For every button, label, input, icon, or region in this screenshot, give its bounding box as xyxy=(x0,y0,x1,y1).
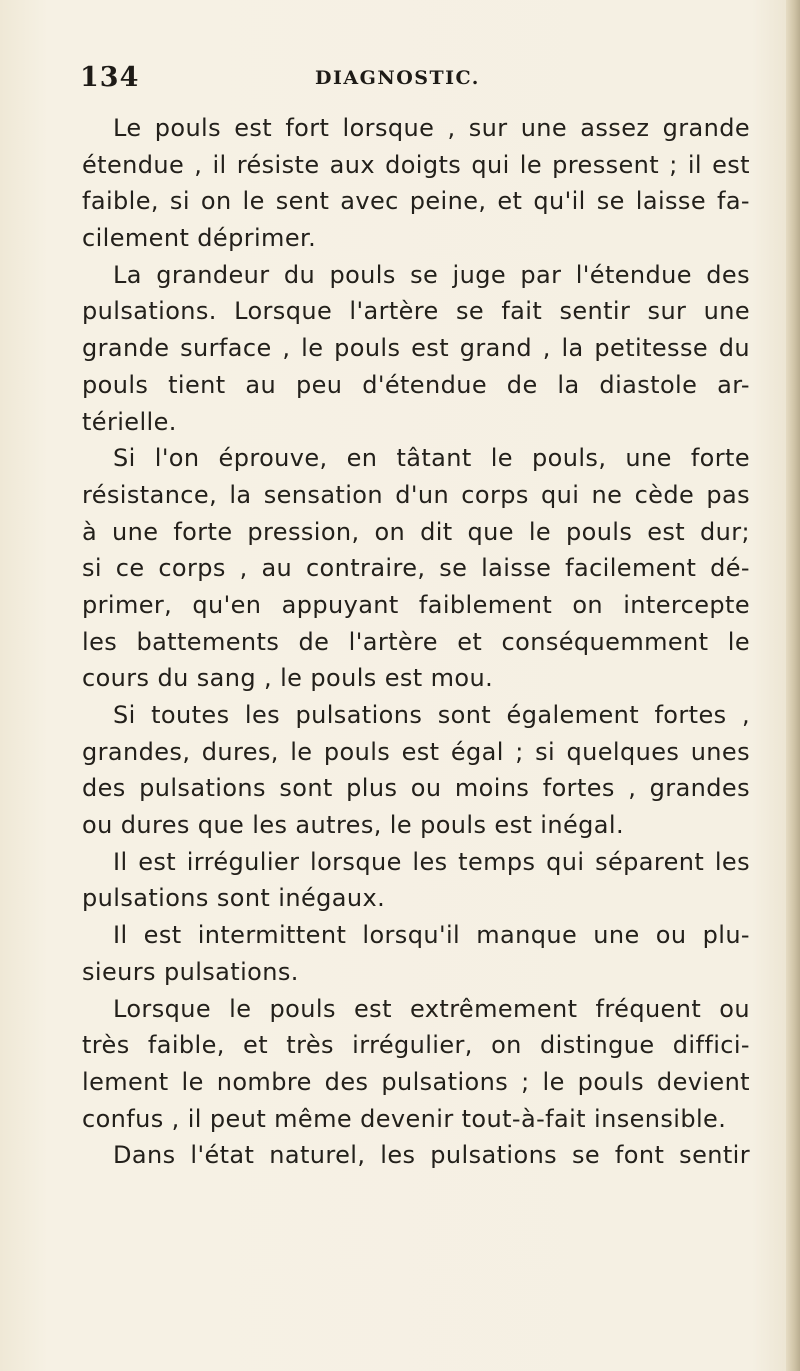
text-line: pouls tient au peu d'étendue de la diastole ar- xyxy=(82,370,750,399)
text-line: Dans l'état naturel, les pulsations se font sentir xyxy=(113,1141,750,1170)
text-line: térielle. xyxy=(82,407,177,436)
text-line: faible, si on le sent avec peine, et qu'il se laisse fa- xyxy=(82,187,750,216)
text-line: résistance, la sensation d'un corps qui ne cède pas xyxy=(82,480,750,509)
text-line: très faible, et très irrégulier, on distingue diffici- xyxy=(82,1031,750,1060)
running-head: DIAGNOSTIC. xyxy=(315,67,480,89)
text-line: Lorsque le pouls est extrêmement fréquent ou xyxy=(113,994,750,1023)
text-line: des pulsations sont plus ou moins fortes , grandes xyxy=(82,774,750,803)
text-line: les battements de l'artère et conséquemment le xyxy=(82,627,750,656)
text-line: cilement déprimer. xyxy=(82,224,317,253)
text-line: grandes, dures, le pouls est égal ; si quelques unes xyxy=(82,737,750,766)
text-line: confus , il peut même devenir tout-à-fait insensible. xyxy=(82,1104,727,1133)
page-header xyxy=(80,62,700,102)
text-line: à une forte pression, on dit que le pouls est dur; xyxy=(82,517,750,546)
text-line: primer, qu'en appuyant faiblement on intercepte xyxy=(82,590,750,619)
text-line: La grandeur du pouls se juge par l'étendue des xyxy=(113,260,750,289)
text-line: Si toutes les pulsations sont également fortes , xyxy=(113,701,750,729)
text-line: lement le nombre des pulsations ; le pouls devient xyxy=(82,1067,750,1096)
text-line: étendue , il résiste aux doigts qui le pressent ; il est xyxy=(82,150,750,179)
text-line: Il est irrégulier lorsque les temps qui séparent les xyxy=(113,847,750,876)
text-line: Si l'on éprouve, en tâtant le pouls, une forte xyxy=(113,444,750,473)
text-line: pulsations sont inégaux. xyxy=(82,884,386,913)
text-line: Il est intermittent lorsqu'il manque une ou plu- xyxy=(113,921,750,950)
text-line: si ce corps , au contraire, se laisse facilement dé- xyxy=(82,554,750,583)
text-line: sieurs pulsations. xyxy=(82,957,299,986)
body-text xyxy=(82,110,750,1174)
text-line: Le pouls est fort lorsque , sur une assez grande xyxy=(113,114,750,142)
text-line: cours du sang , le pouls est mou. xyxy=(82,664,494,693)
text-line: ou dures que les autres, le pouls est inégal. xyxy=(82,811,624,840)
page-number: 134 xyxy=(80,62,140,93)
text-line: grande surface , le pouls est grand , la petitesse du xyxy=(82,334,750,363)
text-line: pulsations. Lorsque l'artère se fait sentir sur une xyxy=(82,297,750,326)
page-edge xyxy=(786,0,800,1371)
